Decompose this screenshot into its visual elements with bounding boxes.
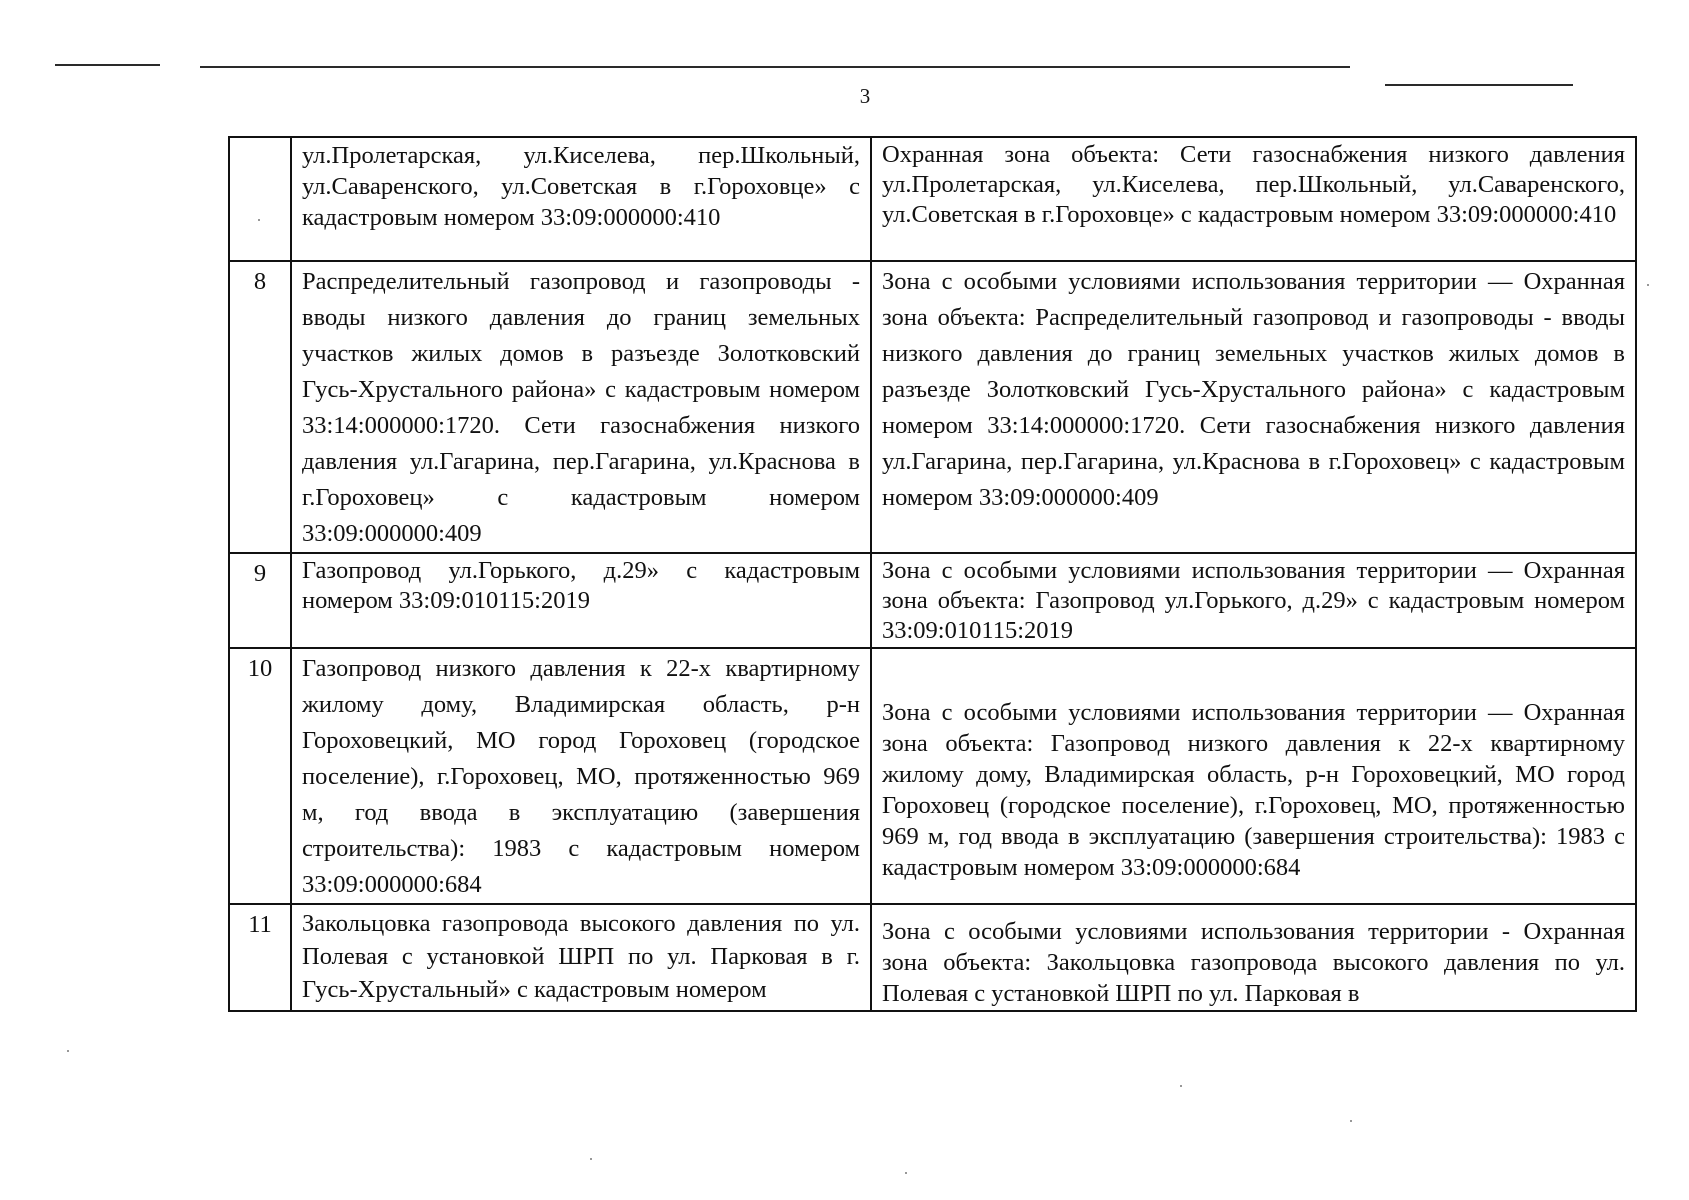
- object-cell: Закольцовка газопровода высокого давления по ул. Полевая с установкой ШРП по ул. Парковая в г. Гусь-Хрустальный» с кадастровым номером: [291, 904, 871, 1011]
- table-row: [229, 553, 1636, 648]
- scan-speck: [1647, 284, 1649, 286]
- scan-speck: [67, 1050, 69, 1052]
- zone-cell: Зона с особыми условиями использования территории — Охранная зона объекта: Газопровод низкого давления к 22-х квартирному жилому дому, Владимирская область, р-н Гороховецкий, МО город Гороховец (городское поселение), г.Гороховец, МО, протяженностью 969 м, год ввода в эксплуатацию (завершения строительства): 1983 с кадастровым номером 33:09:000000:684: [871, 648, 1636, 904]
- zone-cell: Зона с особыми условиями использования территории — Охранная зона объекта: Распределительный газопровод и газопроводы - вводы низкого давления до границ земельных участков жилых домов в разъезде Золотковский Гусь-Хрустального района» с кадастровым номером 33:14:000000:1720. Сети газоснабжения низкого давления ул.Гагарина, пер.Гагарина, ул.Краснова в г.Гороховец» с кадастровым номером 33:09:000000:409: [871, 261, 1636, 553]
- scan-speck: [258, 219, 260, 221]
- zone-cell: Охранная зона объекта: Сети газоснабжения низкого давления ул.Пролетарская, ул.Киселева, пер.Школьный, ул.Саваренского, ул.Советская в г.Гороховце» с кадастровым номером 33:09:000000:410: [871, 137, 1636, 261]
- zones-table: [228, 136, 1637, 1012]
- row-number: 11: [229, 904, 291, 1011]
- page-number: 3: [859, 84, 871, 108]
- object-cell: Газопровод ул.Горького, д.29» с кадастровым номером 33:09:010115:2019: [291, 553, 871, 648]
- zone-cell: Зона с особыми условиями использования территории - Охранная зона объекта: Закольцовка газопровода высокого давления по ул. Полевая с установкой ШРП по ул. Парковая в: [871, 904, 1636, 1011]
- row-number: 8: [229, 261, 291, 553]
- table-row: [229, 261, 1636, 553]
- scan-speck: [905, 1172, 907, 1174]
- scan-speck: [1180, 1085, 1182, 1087]
- object-cell: Распределительный газопровод и газопроводы - вводы низкого давления до границ земельных участков жилых домов в разъезде Золотковский Гусь-Хрустального района» с кадастровым номером 33:14:000000:1720. Сети газоснабжения низкого давления ул.Гагарина, пер.Гагарина, ул.Краснова в г.Гороховец» с кадастровым номером 33:09:000000:409: [291, 261, 871, 553]
- object-cell: Газопровод низкого давления к 22-х квартирному жилому дому, Владимирская область, р-н Гороховецкий, МО город Гороховец (городское поселение), г.Гороховец, МО, протяженностью 969 м, год ввода в эксплуатацию (завершения строительства): 1983 с кадастровым номером 33:09:000000:684: [291, 648, 871, 904]
- table-row: [229, 137, 1636, 261]
- row-number: 10: [229, 648, 291, 904]
- scan-speck: [590, 1158, 592, 1160]
- scan-line-left: [55, 64, 160, 66]
- zone-cell: Зона с особыми условиями использования территории — Охранная зона объекта: Газопровод ул.Горького, д.29» с кадастровым номером 33:09:010115:2019: [871, 553, 1636, 648]
- scan-speck: [1350, 1120, 1352, 1122]
- scan-line-middle: [200, 66, 1350, 68]
- table-row: [229, 648, 1636, 904]
- row-number: [229, 137, 291, 261]
- row-number: 9: [229, 553, 291, 648]
- table-row: [229, 904, 1636, 1011]
- object-cell: ул.Пролетарская, ул.Киселева, пер.Школьный, ул.Саваренского, ул.Советская в г.Гороховце» с кадастровым номером 33:09:000000:410: [291, 137, 871, 261]
